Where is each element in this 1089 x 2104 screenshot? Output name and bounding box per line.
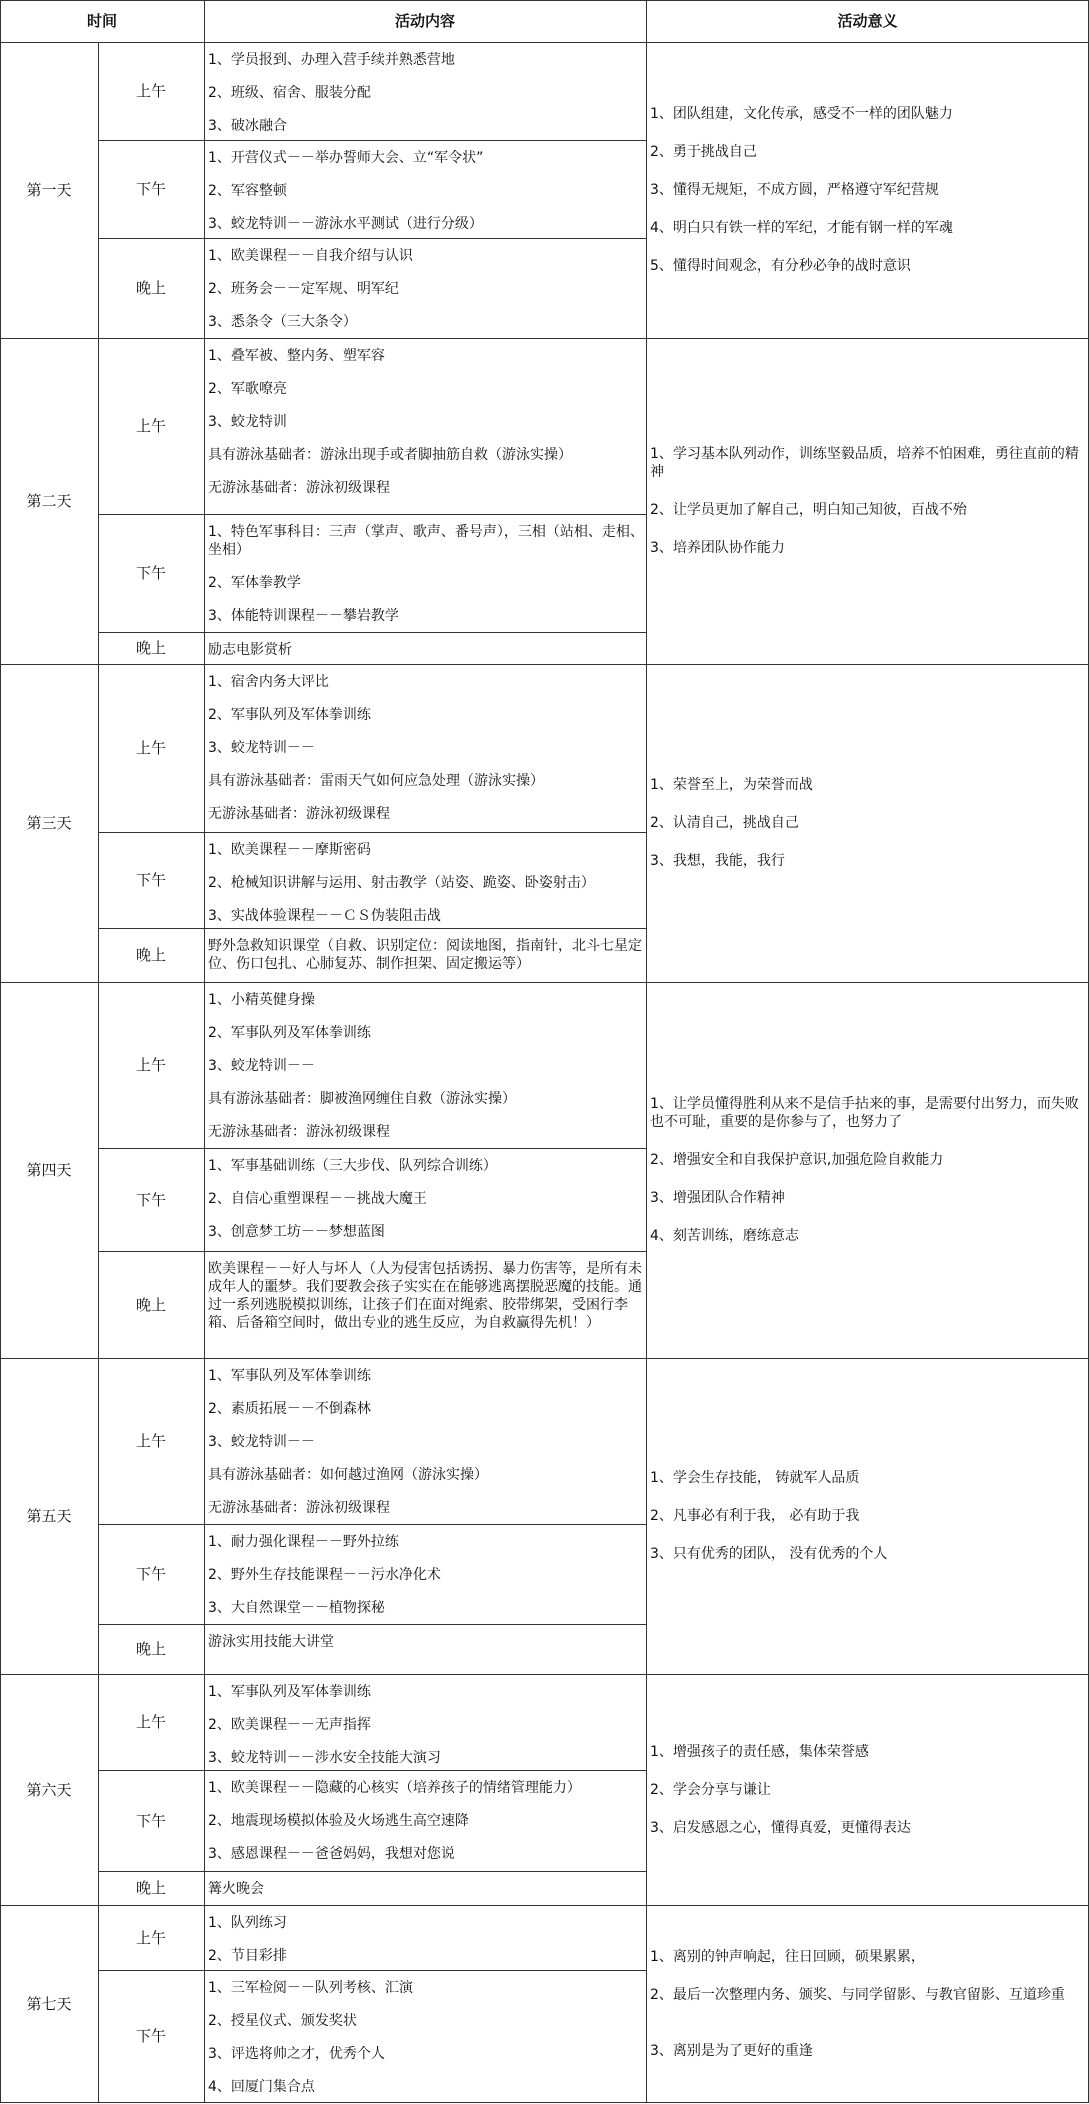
meaning-item: 1、让学员懂得胜利从来不是信手拈来的事，是需要付出努力，而失败也不可耻，重要的是你参与了，也努力了 [650, 1096, 1079, 1130]
content-item: 1、三军检阅－－队列考核、汇演 [208, 1980, 413, 1996]
day-label: 第二天 [26, 492, 72, 510]
content-item: 1、军事基础训练（三大步伐、队列综合训练） [208, 1158, 497, 1174]
content-item: 野外急救知识课堂（自救、识别定位：阅读地图，指南针，北斗七星定位、伤口包扎、心肺复苏、制作担架、固定搬运等） [208, 938, 642, 972]
content-item: 励志电影赏析 [208, 642, 292, 658]
content-item: 2、军事队列及军体拳训练 [208, 707, 371, 723]
content-item: 1、叠军被、整内务、塑军容 [208, 348, 385, 364]
day-divider [0, 982, 1088, 983]
content-item: 具有游泳基础者：脚被渔网缠住自救（游泳实操） [208, 1091, 516, 1107]
content-item: 欧美课程－－好人与坏人（人为侵害包括诱拐、暴力伤害等，是所有未成年人的噩梦。我们要教会孩子实实在在能够逃离摆脱恶魔的技能。通过一系列逃脱模拟训练，让孩子们在面对绳索、胶带绑架，受困行李箱、后备箱空间时，做出专业的逃生反应，为自救赢得先机！） [208, 1261, 642, 1331]
period-divider [98, 1871, 646, 1872]
period-label: 下午 [135, 1811, 166, 1830]
meaning-item: 2、增强安全和自我保护意识,加强危险自救能力 [650, 1152, 944, 1168]
content-item: 2、军歌嘹亮 [208, 381, 287, 397]
meaning-item: 2、最后一次整理内务、颁奖、与同学留影、与教官留影、互道珍重 [650, 1987, 1065, 2003]
content-item: 3、实战体验课程－－ＣＳ伪装阻击战 [208, 908, 441, 924]
period-label: 晚上 [135, 279, 166, 297]
content-item: 2、授星仪式、颁发奖状 [208, 2013, 357, 2029]
content-item: 1、耐力强化课程－－野外拉练 [208, 1534, 399, 1550]
content-item: 2、欧美课程－－无声指挥 [208, 1717, 371, 1733]
period-label: 上午 [135, 1928, 166, 1947]
meaning-item: 1、增强孩子的责任感，集体荣誉感 [650, 1744, 869, 1760]
day-divider [0, 664, 1088, 665]
content-item: 2、班务会－－定军规、明军纪 [208, 281, 399, 297]
meaning-item: 1、荣誉至上，为荣誉而战 [650, 777, 813, 793]
content-item: 2、军容整顿 [208, 183, 287, 199]
day-divider [0, 1674, 1088, 1675]
header-divider [0, 42, 1088, 43]
day-period-divider [98, 1358, 99, 1674]
day-label: 第六天 [26, 1780, 72, 1799]
header-time: 时间 [86, 12, 117, 30]
content-item: 3、蛟龙特训－－ [208, 740, 315, 756]
day-period-divider [98, 664, 99, 982]
content-item: 1、开营仪式－－举办誓师大会、立“军令状” [208, 150, 484, 166]
content-item: 2、班级、宿舍、服装分配 [208, 85, 371, 101]
content-item: 1、队列练习 [208, 1915, 287, 1931]
content-item: 3、蛟龙特训－－ [208, 1058, 315, 1074]
day-label: 第三天 [26, 814, 72, 832]
content-item: 3、创意梦工坊－－梦想蓝图 [208, 1224, 385, 1240]
period-label: 上午 [135, 82, 166, 100]
period-label: 下午 [135, 871, 166, 889]
period-label: 下午 [135, 564, 166, 582]
meaning-item: 5、懂得时间观念，有分秒必争的战时意识 [650, 258, 911, 274]
period-label: 晚上 [135, 639, 166, 657]
content-item: 1、军事队列及军体拳训练 [208, 1684, 371, 1700]
content-item: 2、军事队列及军体拳训练 [208, 1025, 371, 1041]
content-item: 2、野外生存技能课程－－污水净化术 [208, 1567, 441, 1583]
day-divider [0, 1905, 1088, 1906]
day-label: 第五天 [26, 1507, 72, 1525]
content-item: 3、评选将帅之才，优秀个人 [208, 2046, 385, 2062]
content-item: 2、军体拳教学 [208, 575, 301, 591]
meaning-item: 3、培养团队协作能力 [650, 540, 785, 556]
meaning-item: 2、学会分享与谦让 [650, 1782, 771, 1798]
period-label: 下午 [135, 1565, 166, 1583]
content-item: 无游泳基础者：游泳初级课程 [208, 1500, 390, 1516]
content-item: 2、自信心重塑课程－－挑战大魔王 [208, 1191, 427, 1207]
period-divider [98, 514, 646, 515]
meaning-item: 3、启发感恩之心，懂得真爱，更懂得表达 [650, 1820, 911, 1836]
content-item: 1、小精英健身操 [208, 992, 315, 1008]
meaning-item: 2、认清自己，挑战自己 [650, 815, 799, 831]
meaning-item: 1、离别的钟声响起，往日回顾，硕果累累， [650, 1949, 925, 1965]
meaning-item: 3、离别是为了更好的重逢 [650, 2043, 813, 2059]
content-item: 具有游泳基础者：游泳出现手或者脚抽筋自救（游泳实操） [208, 447, 572, 463]
content-item: 无游泳基础者：游泳初级课程 [208, 1124, 390, 1140]
content-item: 无游泳基础者：游泳初级课程 [208, 480, 390, 496]
period-label: 晚上 [135, 1640, 166, 1658]
content-item: 3、体能特训课程－－攀岩教学 [208, 608, 399, 624]
period-divider [98, 1524, 646, 1525]
content-item: 2、素质拓展－－不倒森林 [208, 1401, 371, 1417]
period-divider [98, 1148, 646, 1149]
period-label: 上午 [135, 739, 166, 757]
content-item: 无游泳基础者：游泳初级课程 [208, 806, 390, 822]
content-item: 1、学员报到、办理入营手续并熟悉营地 [208, 52, 455, 68]
content-item: 3、蛟龙特训－－ [208, 1434, 315, 1450]
meaning-item: 2、凡事必有利于我， 必有助于我 [650, 1508, 860, 1524]
content-item: 3、感恩课程－－爸爸妈妈，我想对您说 [208, 1846, 455, 1862]
day-label: 第四天 [26, 1161, 72, 1179]
content-item: 具有游泳基础者：雷雨天气如何应急处理（游泳实操） [208, 773, 544, 789]
column-divider [204, 0, 205, 2103]
period-divider [98, 928, 646, 929]
period-label: 上午 [135, 1432, 166, 1450]
period-label: 下午 [135, 2027, 166, 2045]
period-label: 上午 [135, 1056, 166, 1074]
meaning-item: 1、团队组建，文化传承，感受不一样的团队魅力 [650, 106, 953, 122]
meaning-item: 3、增强团队合作精神 [650, 1190, 785, 1206]
header-content: 活动内容 [394, 12, 455, 30]
period-divider [98, 238, 646, 239]
content-item: 2、地震现场模拟体验及火场逃生高空速降 [208, 1813, 469, 1829]
content-item: 1、军事队列及军体拳训练 [208, 1368, 371, 1384]
period-label: 下午 [135, 1190, 166, 1209]
content-item: 3、破冰融合 [208, 118, 287, 134]
content-item: 2、枪械知识讲解与运用、射击教学（站姿、跪姿、卧姿射击） [208, 875, 595, 891]
period-label: 晚上 [135, 1295, 166, 1314]
day-divider [0, 1358, 1088, 1359]
content-item: 3、悉条令（三大条令） [208, 314, 357, 330]
period-divider [98, 1251, 646, 1252]
content-item: 3、大自然课堂－－植物探秘 [208, 1600, 385, 1616]
content-item: 4、回厦门集合点 [208, 2079, 315, 2095]
content-item: 3、蛟龙特训－－游泳水平测试（进行分级） [208, 216, 483, 232]
period-label: 晚上 [135, 1879, 166, 1897]
period-label: 下午 [135, 180, 166, 198]
day-period-divider [98, 338, 99, 664]
meaning-item: 4、明白只有铁一样的军纪，才能有钢一样的军魂 [650, 220, 953, 236]
content-item: 1、欧美课程－－自我介绍与认识 [208, 248, 413, 264]
table-border-top [0, 0, 1088, 1]
content-item: 1、特色军事科目：三声（掌声、歌声、番号声），三相（站相、走相、坐相） [208, 524, 644, 558]
content-item: 1、欧美课程－－隐藏的心核实（培养孩子的情绪管理能力） [208, 1780, 581, 1796]
content-item: 具有游泳基础者：如何越过渔网（游泳实操） [208, 1467, 488, 1483]
content-item: 篝火晚会 [208, 1881, 264, 1897]
meaning-item: 3、懂得无规矩，不成方圆，严格遵守军纪营规 [650, 182, 939, 198]
content-item: 3、蛟龙特训－－涉水安全技能大演习 [208, 1750, 441, 1766]
day-divider [0, 338, 1088, 339]
meaning-item: 1、学会生存技能， 铸就军人品质 [650, 1470, 860, 1486]
content-item: 游泳实用技能大讲堂 [208, 1634, 334, 1650]
content-item: 1、欧美课程－－摩斯密码 [208, 842, 371, 858]
meaning-item: 1、学习基本队列动作，训练坚毅品质，培养不怕困难，勇往直前的精神 [650, 446, 1079, 480]
period-divider [98, 1970, 646, 1971]
period-divider [98, 140, 646, 141]
period-divider [98, 1624, 646, 1625]
day-divider [0, 2102, 1088, 2103]
meaning-item: 3、只有优秀的团队， 没有优秀的个人 [650, 1546, 888, 1562]
day-label: 第一天 [26, 181, 72, 199]
content-item: 1、宿舍内务大评比 [208, 674, 329, 690]
meaning-item: 4、刻苦训练，磨练意志 [650, 1228, 799, 1244]
period-divider [98, 1770, 646, 1771]
period-divider [98, 832, 646, 833]
content-item: 3、蛟龙特训 [208, 414, 287, 430]
period-divider [98, 632, 646, 633]
content-item: 2、节目彩排 [208, 1948, 287, 1964]
period-label: 晚上 [135, 946, 166, 964]
period-label: 上午 [135, 417, 166, 435]
column-divider [646, 0, 647, 2103]
meaning-item: 2、让学员更加了解自己，明白知己知彼，百战不殆 [650, 502, 967, 518]
meaning-item: 3、我想，我能，我行 [650, 853, 785, 869]
meaning-item: 2、勇于挑战自己 [650, 144, 757, 160]
period-label: 上午 [135, 1713, 166, 1731]
header-meaning: 活动意义 [837, 12, 898, 30]
day-label: 第七天 [26, 1994, 72, 2013]
